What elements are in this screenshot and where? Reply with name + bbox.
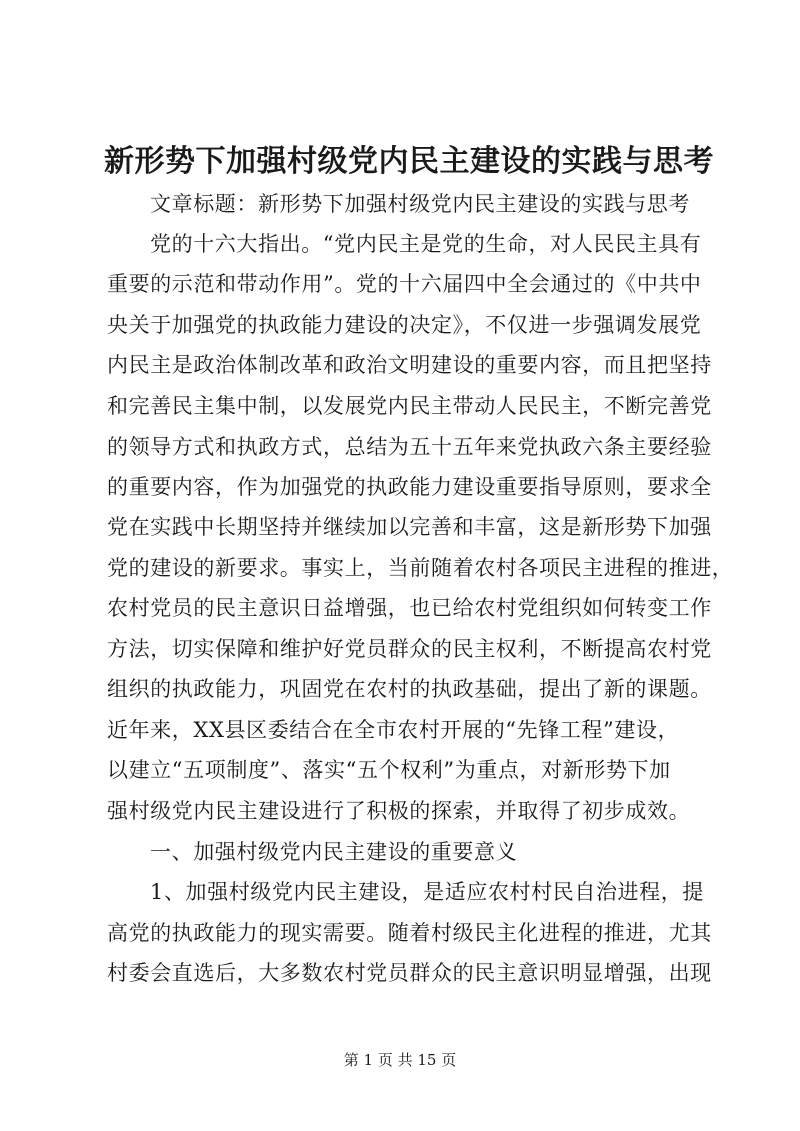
- paragraph-line: 的领导方式和执政方式，总结为五十五年来党执政六条主要经验: [107, 435, 712, 459]
- paragraph-line: 高党的执政能力的现实需要。随着村级民主化进程的推进，尤其: [107, 921, 712, 945]
- paragraph-line: 内民主是政治体制改革和政治文明建设的重要内容，而且把坚持: [107, 353, 712, 377]
- paragraph-line: 的重要内容，作为加强党的执政能力建设重要指导原则，要求全: [107, 475, 712, 499]
- page-number-footer: 第 1 页 共 15 页: [343, 1051, 457, 1069]
- section-heading: 一、加强村级党内民主建设的重要意义: [150, 840, 518, 864]
- paragraph-line: 方法，切实保障和维护好党员群众的民主权利，不断提高农村党: [107, 637, 712, 661]
- paragraph-line: 党的十六大指出。“党内民主是党的生命，对人民民主具有: [150, 232, 702, 256]
- paragraph-line: 近年来，XX县区委结合在全市农村开展的“先锋工程”建设，: [107, 718, 680, 742]
- paragraph-line: 1、加强村级党内民主建设，是适应农村村民自治进程，提: [150, 880, 704, 904]
- paragraph-line: 以建立“五项制度”、落实“五个权利”为重点，对新形势下加: [107, 758, 671, 782]
- document-title: 新形势下加强村级党内民主建设的实践与思考: [104, 144, 714, 179]
- paragraph-line: 村委会直选后，大多数农村党员群众的民主意识明显增强，出现: [107, 961, 712, 985]
- paragraph-line: 党的建设的新要求。事实上，当前随着农村各项民主进程的推进，: [107, 556, 734, 580]
- paragraph-line: 文章标题：新形势下加强村级党内民主建设的实践与思考: [150, 192, 690, 216]
- paragraph-line: 强村级党内民主建设进行了积极的探索，并取得了初步成效。: [107, 799, 691, 823]
- paragraph-line: 央关于加强党的执政能力建设的决定》，不仅进一步强调发展党: [107, 313, 702, 337]
- paragraph-line: 组织的执政能力，巩固党在农村的执政基础，提出了新的课题。: [107, 677, 712, 701]
- paragraph-line: 党在实践中长期坚持并继续加以完善和丰富，这是新形势下加强: [107, 515, 712, 539]
- paragraph-line: 农村党员的民主意识日益增强，也已给农村党组织如何转变工作: [107, 596, 712, 620]
- paragraph-line: 重要的示范和带动作用”。党的十六届四中全会通过的《中共中: [107, 272, 702, 296]
- paragraph-line: 和完善民主集中制，以发展党内民主带动人民民主，不断完善党: [107, 394, 712, 418]
